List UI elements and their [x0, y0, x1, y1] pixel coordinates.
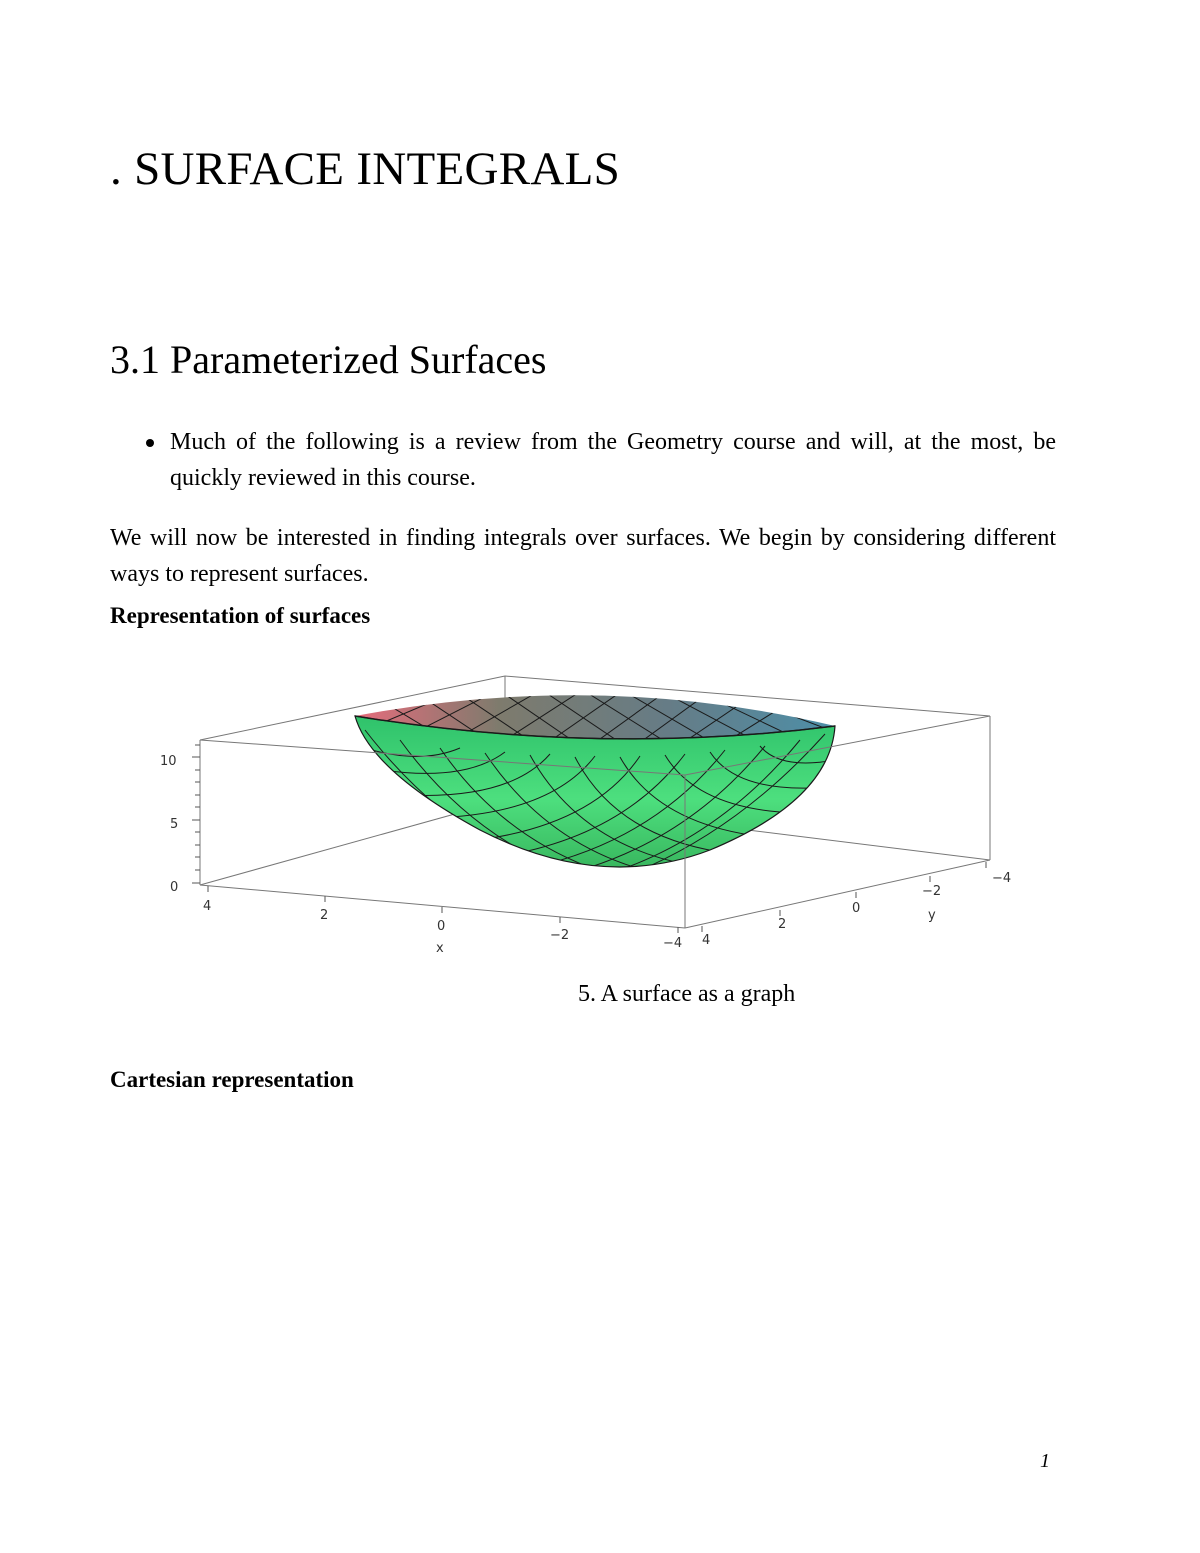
- x-tick-label: 0: [437, 919, 446, 934]
- bullet-list: [140, 424, 1056, 496]
- representation-heading: Representation of surfaces: [110, 603, 371, 628]
- paraboloid-plot: [150, 660, 1030, 960]
- x-tick-label: −4: [663, 936, 683, 951]
- bullet-icon: [146, 439, 154, 447]
- x-axis-label: x: [436, 941, 444, 956]
- x-tick-label: 2: [320, 908, 329, 923]
- x-tick-label: −2: [550, 928, 570, 943]
- z-tick-label: 5: [170, 817, 179, 832]
- figure-caption: 5. A surface as a graph: [578, 981, 796, 1007]
- z-axis: [192, 745, 200, 883]
- bullet-text: Much of the following is a review from the Geometry course and will, at the most, be quickly reviewed in this course.: [170, 429, 1056, 491]
- y-tick-label: 2: [778, 917, 787, 932]
- x-tick-label: 4: [203, 899, 212, 914]
- y-tick-label: 4: [702, 933, 711, 948]
- y-tick-label: −2: [922, 884, 942, 899]
- bullet-item: [140, 424, 1056, 496]
- bowl-outer-surface: [355, 716, 835, 882]
- chapter-title: . SURFACE INTEGRALS: [110, 143, 621, 195]
- y-tick-label: −4: [992, 871, 1012, 886]
- cartesian-heading: Cartesian representation: [110, 1067, 354, 1092]
- z-tick-label: 10: [160, 754, 177, 769]
- y-axis-label: y: [928, 908, 936, 923]
- y-tick-label: 0: [852, 901, 861, 916]
- page-number: 1: [1040, 1450, 1050, 1472]
- intro-paragraph: We will now be interested in finding integrals over surfaces. We begin by considering different ways to represent surfaces.: [110, 525, 1056, 587]
- y-axis: [702, 862, 986, 932]
- z-tick-label: 0: [170, 880, 179, 895]
- section-title: 3.1 Parameterized Surfaces: [110, 337, 547, 382]
- surface-figure: [150, 660, 1030, 960]
